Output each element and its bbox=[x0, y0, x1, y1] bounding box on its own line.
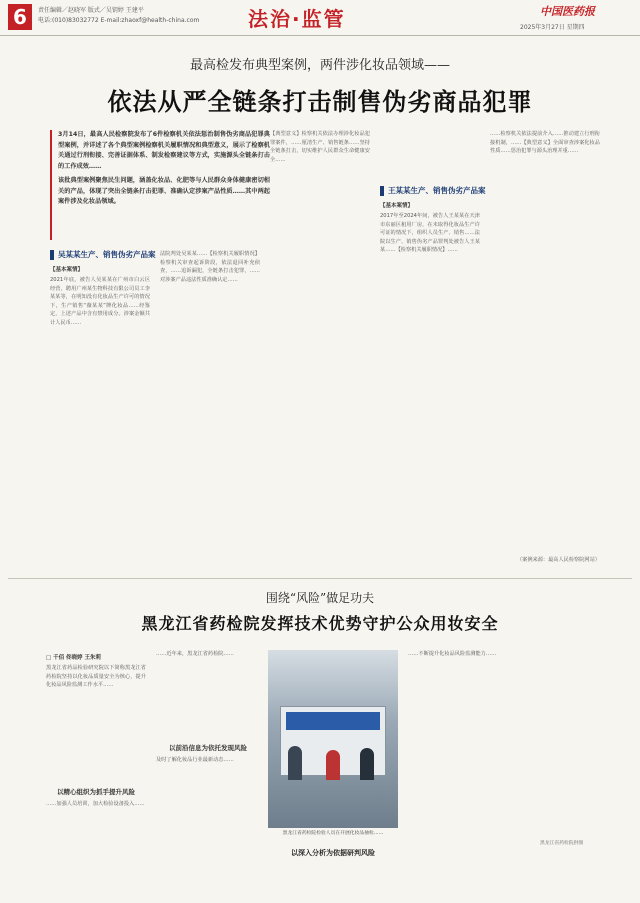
article2-headline: 黑龙江省药检院发挥技术优势守护公众用妆安全 bbox=[141, 614, 499, 633]
inspection-photo bbox=[268, 650, 398, 828]
photo-person bbox=[288, 746, 302, 780]
photo-credit: 黑龙江省药检院供图 bbox=[540, 841, 584, 846]
heading-bar bbox=[50, 250, 54, 260]
case1-col2: 法院判处吴某某……【检察机关履职情况】检察机关审查起诉阶段，依法退回补充侦查，……追诉漏犯，全链条打击犯罪，……对涉案产品违法性质准确认定…… bbox=[160, 251, 260, 283]
article1-headline: 依法从严全链条打击制售伪劣商品犯罪 bbox=[107, 88, 533, 116]
article2-col2b: 及时了解化妆品行业最新动态…… bbox=[156, 757, 234, 763]
case1-heading-text: 吴某某生产、销售伪劣产品案 bbox=[58, 250, 156, 259]
article2-sub2: 以前沿信息为依托发现风险 bbox=[169, 744, 247, 752]
photo-caption: 黑龙江省药检院检验人员在开展化妆品抽检…… bbox=[282, 831, 384, 836]
paper-name: 中国医药报 bbox=[540, 5, 595, 18]
case1-col1: 2021年底，被告人吴某某在广州市白云区经营，聘用广州某生物科技有限公司员工李某某等，在明知没有化妆品生产许可的情况下，生产销售“薇某某”牌化妆品……经鉴定，上述产品中含有禁用成分。涉案金额共计人民币…… bbox=[50, 277, 150, 326]
case2-col1: 2017年至2024年间，被告人王某某在天津市东丽区租用厂房，在未取得化妆品生产许可证的情况下，组织人员生产、销售……法院以生产、销售伪劣产品罪判处被告人王某某……【检察机关履职情况】…… bbox=[380, 213, 480, 254]
case1-col3: 【典型意义】检察机关依法办理涉化妆品犯罪案件，……厘清生产、销售链条……坚持全链条打击，切实维护人民群众生命健康安全…… bbox=[270, 131, 370, 163]
masthead bbox=[0, 0, 640, 36]
case2-heading-text: 王某某生产、销售伪劣产品案 bbox=[388, 186, 486, 195]
case-source: （案例来源：最高人民检察院网站） bbox=[516, 557, 600, 563]
article1-kicker: 最高检发布典型案例，两件涉化妆品领域—— bbox=[189, 58, 450, 73]
article2-col3: ……不断提升化妆品风险监测能力…… bbox=[408, 651, 497, 657]
article2-sub1: 以精心组织为抓手提升风险 bbox=[57, 788, 135, 796]
case2-label: 【基本案情】 bbox=[380, 203, 414, 209]
article2-sub3: 以深入分析为依据研判风险 bbox=[291, 849, 375, 857]
editors-line-2: 电话:(010)83032772 E-mail:zhaoxf@health-china.com bbox=[38, 17, 200, 24]
article2-col2: ……近年来，黑龙江省药检院…… bbox=[156, 651, 234, 657]
case2-heading bbox=[380, 186, 486, 196]
editors-line-1: 责任编辑／赵晓军 版式／吴钥婷 王建平 bbox=[38, 7, 144, 14]
article2-col1b: ……加强人员培训，加大检验设备投入…… bbox=[46, 801, 145, 807]
case2-col2: ……检察机关依法提前介入……推动建立行刑衔接机制，……【典型意义】全面审查涉案化妆品性质……惩治犯罪与源头治理并重…… bbox=[490, 131, 600, 155]
photo-person bbox=[326, 750, 340, 780]
section-divider bbox=[8, 578, 632, 579]
heading-bar bbox=[380, 186, 384, 196]
article2-byline: □ 千佰 佟晓婷 王朱莉 bbox=[46, 655, 101, 661]
article1-lead-p2: 该批典型案例聚焦民生问题，涵盖化妆品、化肥等与人民群众身体健康密切相关的产品，体现了突出全链条打击犯罪、准确认定涉案产品性质……其中两起案件涉及化妆品领域。 bbox=[58, 177, 270, 205]
case1-heading bbox=[50, 250, 156, 260]
case1-label: 【基本案情】 bbox=[50, 267, 84, 273]
article2-kicker: 围绕“风险”做足功夫 bbox=[265, 591, 375, 605]
article1-lead bbox=[50, 130, 270, 240]
section-title: 法治·监管 bbox=[248, 7, 346, 31]
article1-lead-p1: 3月14日，最高人民检察院发布了6件检察机关依法惩治制售伪劣商品犯罪典型案例，并详述了各个典型案例检察机关履职情况和典型意义，展示了检察机关通过行刑衔接、完善证据体系、制发检察建议等方式，实施源头全链条打击的工作成效…… bbox=[58, 131, 270, 170]
page-number: 6 bbox=[8, 4, 32, 30]
issue-date: 2025年3月27日 星期四 bbox=[520, 24, 585, 31]
article2-col1: 黑龙江省药品检验研究院以下简称黑龙江省药检院坚持以化妆品质量安全为核心，提升化妆品风险监测工作水平…… bbox=[46, 665, 146, 689]
photo-banner bbox=[286, 712, 380, 730]
photo-person bbox=[360, 748, 374, 780]
